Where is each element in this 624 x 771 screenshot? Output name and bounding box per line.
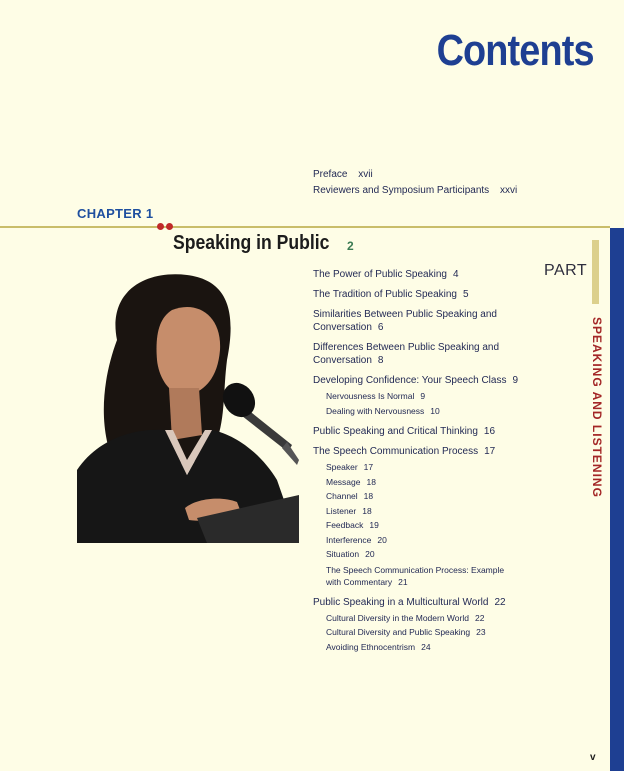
toc-subentry[interactable] <box>326 625 543 640</box>
side-color-bar <box>610 228 624 771</box>
toc-entry[interactable] <box>313 288 543 301</box>
toc-subentry-title: Speaker <box>326 462 358 472</box>
front-matter-page: xxvi <box>499 185 518 196</box>
toc-subentry-page: 23 <box>476 627 486 637</box>
part-label: PART <box>544 262 588 279</box>
front-matter-item[interactable] <box>313 167 517 183</box>
toc-entry-title: Similarities Between Public Speaking and Conversation <box>313 309 497 333</box>
toc-entry[interactable] <box>313 374 543 418</box>
toc-list <box>313 268 543 661</box>
toc-subentry-page: 19 <box>369 520 379 530</box>
toc-subentry[interactable] <box>326 564 511 589</box>
chapter-title[interactable]: Speaking in Public <box>173 232 330 254</box>
toc-subentry-title: Message <box>326 476 361 487</box>
toc-entry-page: 22 <box>494 596 506 608</box>
toc-subentry[interactable] <box>326 611 543 626</box>
toc-subentry-page: 18 <box>362 505 372 516</box>
toc-entry-page: 9 <box>512 375 519 386</box>
divider-dot-icon <box>157 223 164 230</box>
part-bracket-icon <box>592 240 599 304</box>
speaker-photo <box>77 270 299 543</box>
page-title: Contents <box>436 26 594 75</box>
toc-subentry-title: Situation <box>326 549 360 559</box>
chapter-page-number: 2 <box>347 239 354 253</box>
toc-subentry-page: 20 <box>377 534 387 545</box>
toc-subentry-page: 18 <box>363 491 374 501</box>
toc-subentry-title: Cultural Diversity and Public Speaking <box>326 627 471 637</box>
page-number: v <box>590 752 596 763</box>
toc-subentry-page: 18 <box>366 476 376 487</box>
toc-subentry-title: Interference <box>326 534 372 545</box>
toc-subentry[interactable] <box>326 404 543 419</box>
chapter-label: CHAPTER 1 <box>77 206 154 221</box>
part-title: SPEAKING AND LISTENING <box>590 317 604 498</box>
toc-subentry-title: Dealing with Nervousness <box>326 405 425 416</box>
toc-subentry-list <box>326 389 543 418</box>
toc-subentry-list <box>326 460 543 589</box>
toc-subentry[interactable] <box>326 518 543 533</box>
toc-subentry-title: Channel <box>326 491 358 501</box>
toc-subentry[interactable] <box>326 533 543 548</box>
toc-entry-page: 6 <box>377 322 384 333</box>
toc-entry[interactable] <box>313 268 543 281</box>
toc-subentry[interactable] <box>326 460 543 475</box>
divider-dot-icon <box>166 223 173 230</box>
toc-entry-title: The Power of Public Speaking <box>313 269 447 280</box>
toc-entry-title: Developing Confidence: Your Speech Class <box>313 375 507 386</box>
toc-entry[interactable] <box>313 341 543 367</box>
toc-entry-page: 8 <box>377 355 384 366</box>
toc-subentry[interactable] <box>326 504 543 519</box>
toc-entry[interactable] <box>313 425 543 438</box>
toc-subentry[interactable] <box>326 475 543 490</box>
toc-entry[interactable] <box>313 308 543 334</box>
toc-subentry[interactable] <box>326 489 543 504</box>
toc-entry-page: 16 <box>483 426 496 437</box>
toc-entry[interactable] <box>313 596 543 655</box>
front-matter-label: Reviewers and Symposium Participants <box>313 185 490 196</box>
toc-subentry-page: 21 <box>398 577 408 587</box>
toc-subentry-page: 17 <box>363 462 374 472</box>
front-matter-list <box>313 167 517 199</box>
toc-subentry-title: Feedback <box>326 520 364 530</box>
toc-subentry[interactable] <box>326 389 543 404</box>
toc-entry-page: 17 <box>484 446 496 457</box>
toc-subentry[interactable] <box>326 640 543 655</box>
toc-subentry-title: Avoiding Ethnocentrism <box>326 641 416 652</box>
toc-subentry-page: 9 <box>420 391 426 401</box>
chapter-divider <box>0 226 610 228</box>
toc-entry-title: The Tradition of Public Speaking <box>313 289 457 300</box>
toc-entry-page: 4 <box>452 269 459 280</box>
toc-subentry-title: Listener <box>326 505 357 516</box>
toc-subentry[interactable] <box>326 547 543 562</box>
toc-entry-title: The Speech Communication Process <box>313 446 479 457</box>
toc-entry-page: 5 <box>462 289 469 300</box>
toc-subentry-page: 20 <box>365 549 375 559</box>
front-matter-item[interactable] <box>313 183 517 199</box>
front-matter-page: xvii <box>358 169 373 180</box>
toc-subentry-page: 24 <box>421 641 431 652</box>
toc-subentry-page: 10 <box>430 405 440 416</box>
toc-subentry-title: Cultural Diversity in the Modern World <box>326 612 469 623</box>
toc-entry-title: Differences Between Public Speaking and Conversation <box>313 342 500 366</box>
toc-subentry-page: 22 <box>474 612 485 623</box>
toc-entry[interactable] <box>313 445 543 589</box>
toc-subentry-title: Nervousness Is Normal <box>326 391 415 401</box>
toc-entry-title: Public Speaking and Critical Thinking <box>313 426 478 437</box>
front-matter-label: Preface <box>313 169 348 180</box>
toc-subentry-list <box>326 611 543 655</box>
toc-subentry-title: The Speech Communication Process: Example with Commentary <box>326 564 505 587</box>
toc-entry-title: Public Speaking in a Multicultural World <box>313 596 489 608</box>
